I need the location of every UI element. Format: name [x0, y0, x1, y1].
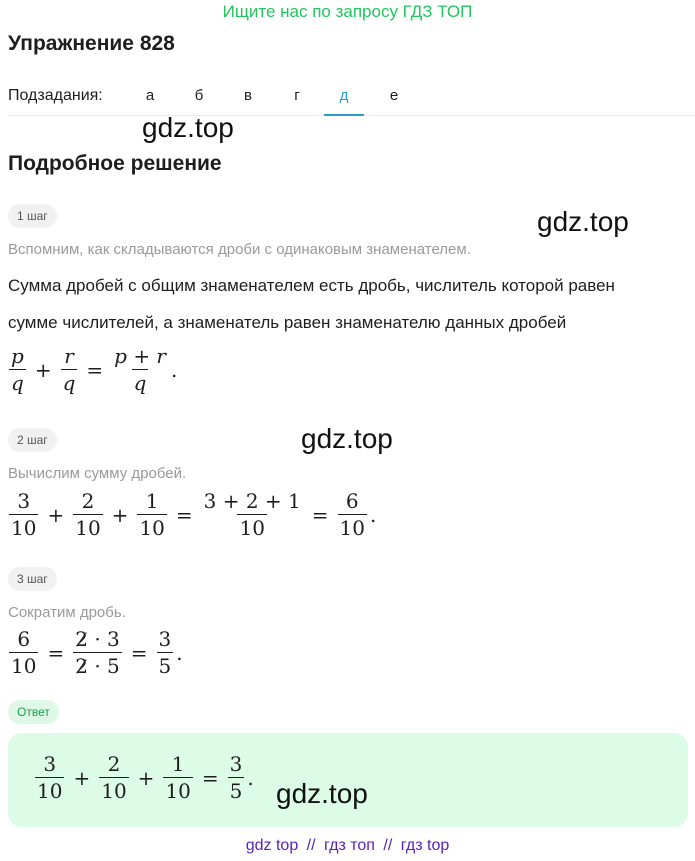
step-hint: Сократим дробь.: [8, 604, 126, 621]
fraction: $\frac{p}{q}$: [11, 344, 24, 395]
fraction: $\frac{3}{10}$: [11, 489, 37, 540]
tab-e[interactable]: е: [389, 87, 399, 104]
cancelled-factor: 2: [75, 654, 88, 678]
watermark: gdz.top: [537, 206, 629, 237]
fraction: $\frac{3}{5}$: [229, 752, 243, 803]
formula: $\frac{p}{q}$ + $\frac{r}{q}$ = $\frac{p + r}{q}$ .: [11, 344, 178, 395]
step-badge: 3 шаг: [8, 567, 57, 591]
watermark: gdz.top: [301, 423, 393, 454]
fraction: $\frac{3}{10}$: [37, 752, 63, 803]
fraction: $\frac{1}{10}$: [139, 489, 165, 540]
answer-formula: $\frac{3}{10}$ + $\frac{2}{10}$ + $\frac{1}{10}$ = $\frac{3}{5}$ .: [37, 752, 254, 803]
step-text: сумме числителей, а знаменатель равен знаменателю данных дробей: [8, 313, 567, 332]
page-title: Упражнение 828: [8, 32, 175, 55]
section-title: Подробное решение: [8, 152, 222, 175]
cancelled-factor: 2: [75, 627, 88, 651]
fraction: $\frac{2 \cdot 3}{2 \cdot 5}$: [75, 627, 120, 678]
formula: $\frac{3}{10}$ + $\frac{2}{10}$ + $\frac{1}{10}$ = $\frac{3 + 2 + 1}{10}$ = $\frac{6}{10}$ .: [11, 489, 377, 540]
top-banner[interactable]: Ищите нас по запросу ГДЗ ТОП: [222, 2, 473, 21]
step-badge: 1 шаг: [8, 204, 57, 228]
formula: $\frac{6}{10}$ = $\frac{2 \cdot 3}{2 \cdot 5}$ = $\frac{3}{5}$ .: [11, 627, 183, 678]
footer-link[interactable]: gdz top: [245, 837, 299, 854]
fraction: $\frac{2}{10}$: [75, 489, 101, 540]
step-badge: 2 шаг: [8, 428, 57, 452]
footer-separator: //: [306, 837, 316, 854]
tab-d[interactable]: д: [324, 87, 364, 116]
subtasks-label: Подзадания:: [8, 87, 103, 104]
subtasks-tabs: [8, 87, 695, 116]
footer-link[interactable]: гдз top: [400, 837, 450, 854]
tab-v[interactable]: в: [244, 87, 252, 104]
answer-badge: Ответ: [8, 700, 59, 724]
fraction: $\frac{3 + 2 + 1}{10}$: [203, 489, 301, 540]
step-hint: Вспомним, как складываются дроби с одинаковым знаменателем.: [8, 241, 471, 258]
fraction: $\frac{1}{10}$: [165, 752, 191, 803]
fraction: $\frac{2}{10}$: [101, 752, 127, 803]
footer-separator: //: [383, 837, 393, 854]
tab-a[interactable]: а: [145, 87, 155, 104]
step-text: Сумма дробей с общим знаменателем есть дробь, числитель которой равен: [8, 276, 615, 295]
watermark: gdz.top: [276, 778, 368, 809]
fraction: $\frac{3}{5}$: [158, 627, 172, 678]
fraction: $\frac{6}{10}$: [339, 489, 365, 540]
step-hint: Вычислим сумму дробей.: [8, 465, 187, 482]
tab-b[interactable]: б: [194, 87, 204, 104]
fraction: $\frac{p + r}{q}$: [114, 344, 166, 395]
fraction: $\frac{6}{10}$: [11, 627, 37, 678]
tab-g[interactable]: г: [294, 87, 300, 104]
watermark: gdz.top: [142, 112, 234, 143]
footer-link[interactable]: гдз топ: [324, 837, 375, 854]
fraction: $\frac{r}{q}$: [62, 344, 76, 395]
footer-links: [0, 837, 695, 855]
